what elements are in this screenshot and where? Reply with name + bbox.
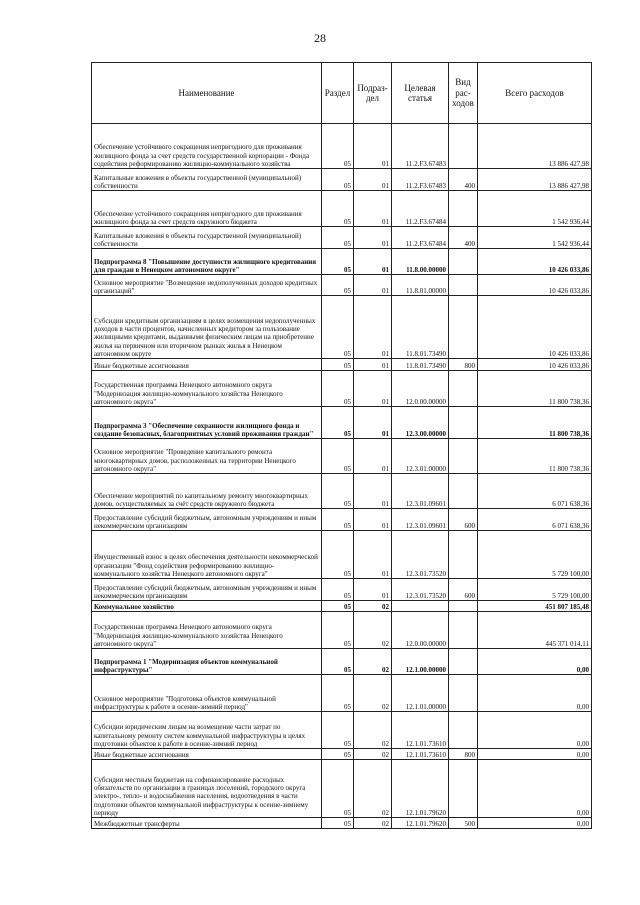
row-name: Иные бюджетные ассигнования	[92, 749, 322, 760]
row-target-article: 12.3.01.09601	[392, 509, 449, 531]
row-target-article: 12.1.00.00000	[392, 649, 449, 675]
row-expense-type	[449, 124, 478, 169]
row-expense-type: 400	[449, 227, 478, 249]
row-expense-type: 800	[449, 749, 478, 760]
row-subsection: 02	[354, 749, 392, 760]
table-row	[92, 712, 592, 749]
row-subsection: 01	[354, 579, 392, 601]
table-row	[92, 296, 592, 359]
row-target-article	[392, 601, 449, 612]
table-row	[92, 407, 592, 439]
row-name: Основное мероприятие "Проведение капитального ремонта многоквартирных домов, расположенных на территории Ненецкого автономного округа"	[92, 439, 322, 474]
row-section: 05	[322, 371, 354, 407]
row-subsection: 02	[354, 818, 392, 829]
row-section: 05	[322, 749, 354, 760]
row-total: 0,00	[478, 675, 592, 712]
column-header-section: Раздел	[322, 63, 354, 124]
row-section: 05	[322, 296, 354, 359]
row-target-article: 11.2.F3.67484	[392, 191, 449, 227]
column-header-name: Наименование	[92, 63, 322, 124]
row-target-article: 12.1.01.79620	[392, 760, 449, 818]
row-total: 1 542 936,44	[478, 191, 592, 227]
column-header-expense-type: Вид рас- ходов	[449, 63, 478, 124]
row-total: 13 886 427,98	[478, 124, 592, 169]
row-expense-type	[449, 675, 478, 712]
row-section: 05	[322, 275, 354, 296]
row-subsection: 01	[354, 296, 392, 359]
row-target-article: 11.2.F3.67484	[392, 227, 449, 249]
table-row	[92, 439, 592, 474]
row-total: 0,00	[478, 712, 592, 749]
row-name: Основное мероприятие "Возмещение недополученных доходов кредитных организаций"	[92, 275, 322, 296]
table-row	[92, 675, 592, 712]
row-name: Подпрограмма 8 "Повышение доступности жилищного кредитования для граждан в Ненецком автономном округе"	[92, 249, 322, 275]
row-target-article: 11.8.00.00000	[392, 249, 449, 275]
table-row	[92, 169, 592, 191]
table-body	[92, 124, 592, 829]
row-section: 05	[322, 579, 354, 601]
row-expense-type	[449, 712, 478, 749]
row-section: 05	[322, 407, 354, 439]
column-header-target-article: Целевая статья	[392, 63, 449, 124]
row-expense-type: 600	[449, 579, 478, 601]
row-subsection: 01	[354, 509, 392, 531]
table-row	[92, 760, 592, 818]
row-expense-type	[449, 612, 478, 649]
table-row	[92, 531, 592, 579]
row-total: 451 807 185,48	[478, 601, 592, 612]
row-expense-type	[449, 601, 478, 612]
row-subsection: 01	[354, 474, 392, 509]
row-total: 10 426 033,86	[478, 296, 592, 359]
page-number: 28	[314, 31, 326, 45]
row-expense-type	[449, 249, 478, 275]
row-expense-type: 600	[449, 509, 478, 531]
row-total: 1 542 936,44	[478, 227, 592, 249]
row-expense-type: 500	[449, 818, 478, 829]
row-expense-type	[449, 296, 478, 359]
row-section: 05	[322, 712, 354, 749]
table-row	[92, 749, 592, 760]
row-target-article: 12.3.01.73520	[392, 531, 449, 579]
row-name: Государственная программа Ненецкого автономного округа "Модернизация жилищно-коммунального хозяйства Ненецкого автономного округа"	[92, 612, 322, 649]
row-total: 11 800 738,36	[478, 407, 592, 439]
table-row	[92, 474, 592, 509]
table-row	[92, 509, 592, 531]
row-total: 6 071 638,36	[478, 509, 592, 531]
row-name: Предоставление субсидий бюджетным, автономным учреждениям и иным некоммерческим организациям	[92, 509, 322, 531]
row-section: 05	[322, 601, 354, 612]
table-row	[92, 124, 592, 169]
table-row	[92, 612, 592, 649]
row-target-article: 12.3.01.73520	[392, 579, 449, 601]
row-name: Имущественный взнос в целях обеспечения деятельности некоммерческой организации "Фонд содействия реформированию жилищно-коммунального хозяйства Ненецкого автономного округа"	[92, 531, 322, 579]
row-subsection: 01	[354, 439, 392, 474]
table-row	[92, 649, 592, 675]
row-expense-type	[449, 474, 478, 509]
row-total: 10 426 033,86	[478, 359, 592, 371]
row-total: 10 426 033,86	[478, 275, 592, 296]
row-section: 05	[322, 649, 354, 675]
row-total: 0,00	[478, 649, 592, 675]
row-subsection: 02	[354, 675, 392, 712]
row-total: 6 071 638,36	[478, 474, 592, 509]
row-name: Обеспечение устойчивого сокращения непригодного для проживания жилищного фонда за счет средств окружного бюджета	[92, 191, 322, 227]
table-row	[92, 818, 592, 829]
row-total: 0,00	[478, 760, 592, 818]
row-target-article: 11.8.01.00000	[392, 275, 449, 296]
row-subsection: 01	[354, 191, 392, 227]
row-name: Обеспечение устойчивого сокращения непригодного для проживания жилищного фонда за счет средств государственной корпорации - Фонда содействия реформированию жилищно-коммунального хозяйства	[92, 124, 322, 169]
row-section: 05	[322, 439, 354, 474]
row-subsection: 01	[354, 371, 392, 407]
row-target-article: 12.0.00.00000	[392, 371, 449, 407]
row-total: 0,00	[478, 818, 592, 829]
row-subsection: 01	[354, 359, 392, 371]
table-row	[92, 275, 592, 296]
row-name: Подпрограмма 3 "Обеспечение сохранности жилищного фонда и создание безопасных, благоприятных условий проживания граждан"	[92, 407, 322, 439]
row-name: Основное мероприятие "Подготовка объектов коммунальной инфраструктуры к работе в осенне-зимний период"	[92, 675, 322, 712]
row-section: 05	[322, 474, 354, 509]
row-subsection: 02	[354, 649, 392, 675]
row-expense-type	[449, 407, 478, 439]
row-name: Подпрограмма 1 "Модернизация объектов коммунальной инфраструктуры"	[92, 649, 322, 675]
row-name: Предоставление субсидий бюджетным, автономным учреждениям и иным некоммерческим организациям	[92, 579, 322, 601]
table-row	[92, 601, 592, 612]
table-row	[92, 359, 592, 371]
row-target-article: 12.3.01.09601	[392, 474, 449, 509]
budget-table	[91, 62, 592, 829]
row-subsection: 01	[354, 249, 392, 275]
row-subsection: 01	[354, 531, 392, 579]
table-row	[92, 371, 592, 407]
row-expense-type: 800	[449, 359, 478, 371]
row-name: Субсидии местным бюджетам на софинансирование расходных обязательств по организации в границах поселений, городского округа электро-, тепло- и водоснабжения населения, водоотведения в части подготовки объектов коммунальной инфраструктуры к осенне-зимнему периоду	[92, 760, 322, 818]
row-name: Межбюджетные трансферты	[92, 818, 322, 829]
row-total: 11 800 738,36	[478, 371, 592, 407]
row-section: 05	[322, 675, 354, 712]
row-section: 05	[322, 818, 354, 829]
row-target-article: 11.2.F3.67483	[392, 124, 449, 169]
row-target-article: 11.8.01.73490	[392, 359, 449, 371]
row-section: 05	[322, 760, 354, 818]
column-header-subsection: Подраз- дел	[354, 63, 392, 124]
row-subsection: 02	[354, 760, 392, 818]
row-subsection: 01	[354, 227, 392, 249]
row-target-article: 12.3.00.00000	[392, 407, 449, 439]
row-total: 11 800 738,36	[478, 439, 592, 474]
row-target-article: 12.1.01.73610	[392, 712, 449, 749]
row-total: 5 729 100,00	[478, 579, 592, 601]
row-total: 13 886 427,98	[478, 169, 592, 191]
row-expense-type	[449, 760, 478, 818]
row-expense-type	[449, 371, 478, 407]
row-expense-type	[449, 439, 478, 474]
table-header-row	[92, 63, 592, 124]
row-target-article: 11.2.F3.67483	[392, 169, 449, 191]
row-total: 0,00	[478, 749, 592, 760]
row-name: Капитальные вложения в объекты государственной (муниципальной) собственности	[92, 227, 322, 249]
row-section: 05	[322, 359, 354, 371]
row-section: 05	[322, 191, 354, 227]
row-subsection: 02	[354, 712, 392, 749]
table-row	[92, 191, 592, 227]
row-section: 05	[322, 249, 354, 275]
table-row	[92, 249, 592, 275]
row-name: Иные бюджетные ассигнования	[92, 359, 322, 371]
row-subsection: 02	[354, 601, 392, 612]
row-name: Субсидии юридическим лицам на возмещение части затрат по капитальному ремонту систем коммунальной инфраструктуры в целях подготовки объектов к работе в осенне-зимний период	[92, 712, 322, 749]
row-target-article: 12.3.01.00000	[392, 439, 449, 474]
row-section: 05	[322, 531, 354, 579]
row-subsection: 02	[354, 612, 392, 649]
row-name: Капитальные вложения в объекты государственной (муниципальной) собственности	[92, 169, 322, 191]
row-total: 10 426 033,86	[478, 249, 592, 275]
table-row	[92, 227, 592, 249]
row-subsection: 01	[354, 124, 392, 169]
row-section: 05	[322, 612, 354, 649]
row-section: 05	[322, 509, 354, 531]
row-expense-type: 400	[449, 169, 478, 191]
row-target-article: 12.0.00.00000	[392, 612, 449, 649]
row-name: Обеспечение мероприятий по капитальному ремонту многоквартирных домов, осуществляемых за счёт средств окружного бюджета	[92, 474, 322, 509]
row-name: Государственная программа Ненецкого автономного округа "Модернизация жилищно-коммунального хозяйства Ненецкого автономного округа"	[92, 371, 322, 407]
row-subsection: 01	[354, 169, 392, 191]
row-section: 05	[322, 227, 354, 249]
row-subsection: 01	[354, 275, 392, 296]
row-target-article: 12.1.01.00000	[392, 675, 449, 712]
row-section: 05	[322, 169, 354, 191]
table-row	[92, 579, 592, 601]
row-target-article: 12.1.01.73610	[392, 749, 449, 760]
row-subsection: 01	[354, 407, 392, 439]
row-name: Коммунальное хозяйство	[92, 601, 322, 612]
row-target-article: 11.8.01.73490	[392, 296, 449, 359]
column-header-total: Всего расходов	[478, 63, 592, 124]
row-expense-type	[449, 531, 478, 579]
row-name: Субсидии кредитным организациям в целях возмещения недополученных доходов в части процентов, начисленных кредитором за пользование жилищными кредитами, выданными физическим лицам на приобретение жилья на первичном или вторичном рынках жилья в Ненецком автономном округе	[92, 296, 322, 359]
row-section: 05	[322, 124, 354, 169]
row-expense-type	[449, 649, 478, 675]
row-target-article: 12.1.01.79620	[392, 818, 449, 829]
row-total: 5 729 100,00	[478, 531, 592, 579]
row-expense-type	[449, 191, 478, 227]
row-total: 445 371 014,11	[478, 612, 592, 649]
row-expense-type	[449, 275, 478, 296]
